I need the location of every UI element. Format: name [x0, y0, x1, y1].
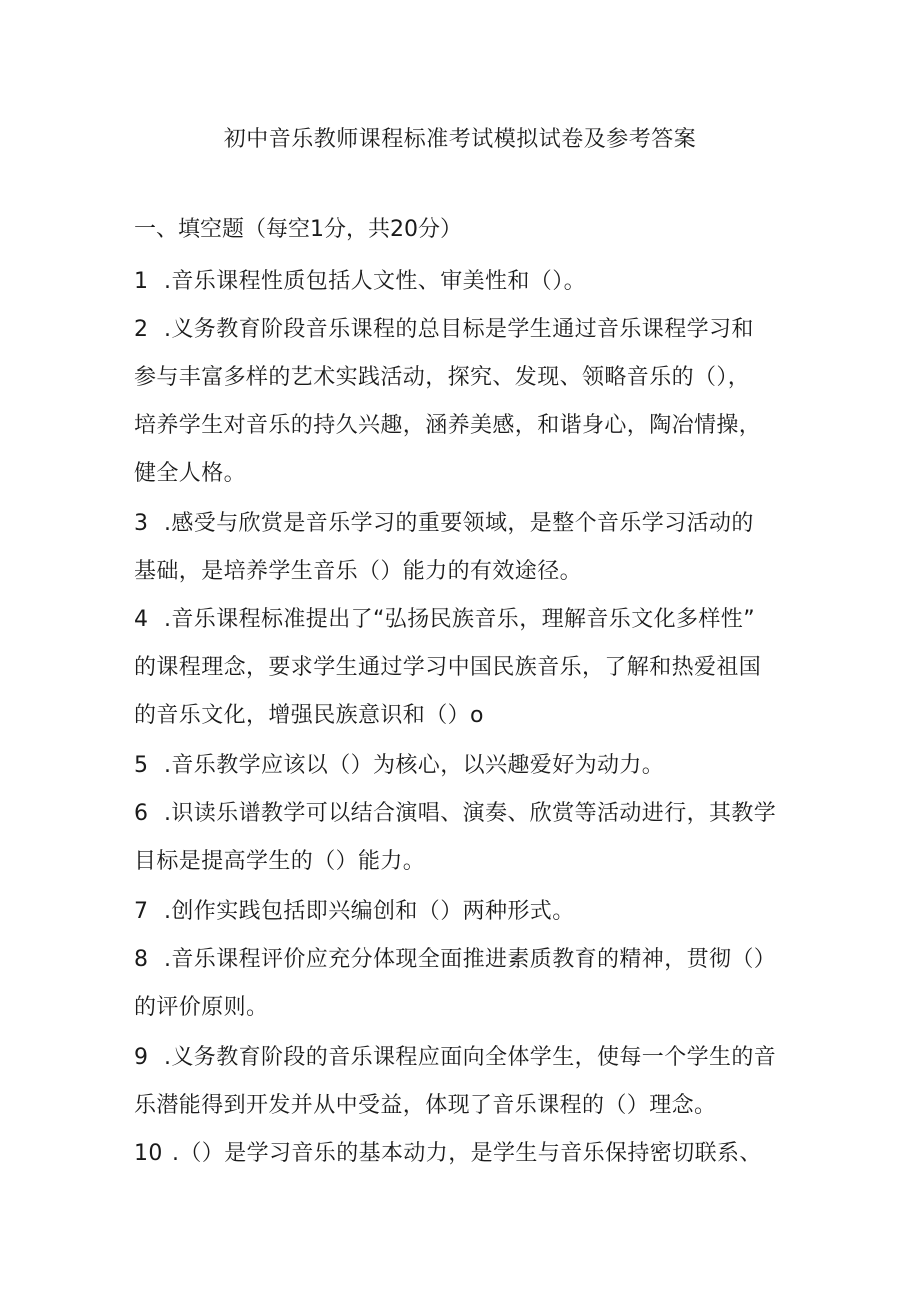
question-4-continued: 的音乐文化，增强民族意识和（）o: [134, 703, 484, 728]
question-2-continued: 培养学生对音乐的持久兴趣，涵养美感，和谐身心，陶冶情操，: [134, 413, 762, 438]
question-number: 10: [134, 1141, 163, 1166]
question-text: .音乐课程性质包括人文性、审美性和（）。: [164, 269, 586, 294]
question-3: [134, 508, 754, 540]
question-text: .创作实践包括即兴编创和（）两种形式。: [164, 899, 575, 924]
question-text: .（）是学习音乐的基本动力，是学生与音乐保持密切联系、: [172, 1141, 762, 1166]
question-number: 2: [134, 317, 149, 342]
question-2: [134, 314, 754, 346]
question-number: 4: [134, 607, 149, 632]
question-7: [134, 896, 575, 928]
question-text: .音乐课程评价应充分体现全面推进素质教育的精神，贯彻（）: [164, 947, 777, 972]
question-4-continued: 的课程理念，要求学生通过学习中国民族音乐，了解和热爱祖国: [134, 655, 762, 680]
question-text: .识读乐谱教学可以结合演唱、演奏、欣赏等活动进行，其教学: [164, 801, 777, 826]
question-8-continued: 的评价原则。: [134, 995, 269, 1020]
question-text: .义务教育阶段的音乐课程应面向全体学生，使每一个学生的音: [164, 1045, 777, 1070]
section-heading: 一、填空题（每空1分，共20分）: [134, 217, 462, 242]
question-10: [134, 1138, 762, 1170]
question-number: 7: [134, 899, 149, 924]
question-6: [134, 798, 776, 830]
question-number: 9: [134, 1045, 149, 1070]
question-number: 3: [134, 511, 149, 536]
question-number: 5: [134, 753, 149, 778]
page-title: 初中音乐教师课程标准考试模拟试卷及参考答案: [223, 127, 697, 152]
question-6-continued: 目标是提高学生的（）能力。: [134, 849, 426, 874]
question-2-continued: 参与丰富多样的艺术实践活动，探究、发现、领略音乐的（），: [134, 365, 751, 390]
question-5: [134, 750, 664, 782]
question-number: 8: [134, 947, 149, 972]
question-1: [134, 266, 586, 298]
question-text: .音乐教学应该以（）为核心，以兴趣爱好为动力。: [164, 753, 665, 778]
question-text: .义务教育阶段音乐课程的总目标是学生通过音乐课程学习和: [164, 317, 754, 342]
question-9-continued: 乐潜能得到开发并从中受益，体现了音乐课程的（）理念。: [134, 1093, 717, 1118]
question-text: .感受与欣赏是音乐学习的重要领域，是整个音乐学习活动的: [164, 511, 754, 536]
question-8: [134, 944, 776, 976]
question-4: [134, 604, 755, 636]
question-number: 1: [134, 269, 149, 294]
question-text: .音乐课程标准提出了“弘扬民族音乐，理解音乐文化多样性”: [164, 607, 755, 632]
question-number: 6: [134, 801, 149, 826]
question-2-continued: 健全人格。: [134, 461, 247, 486]
question-9: [134, 1042, 776, 1074]
question-3-continued: 基础，是培养学生音乐（）能力的有效途径。: [134, 559, 583, 584]
